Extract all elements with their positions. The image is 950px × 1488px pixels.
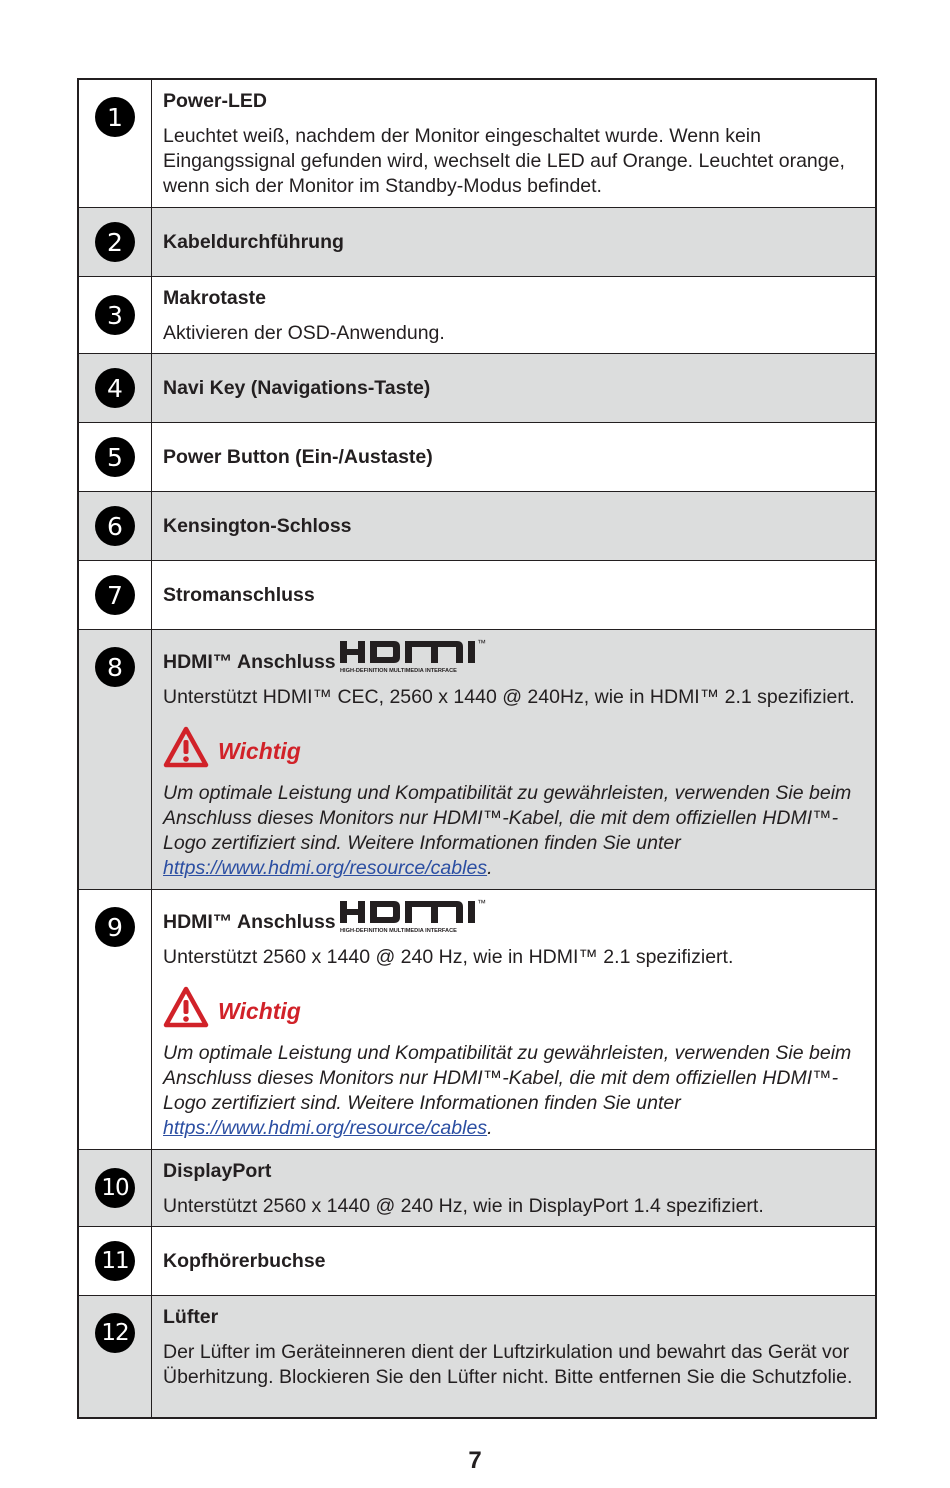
row-description: Leuchtet weiß, nachdem der Monitor eingeschaltet wurde. Wenn kein Eingangssignal gefunden wird, wechselt die LED auf Orange. Leuchtet orange, wenn sich der Monitor im Standby-Modus befindet. (163, 125, 845, 197)
row-content (152, 354, 875, 422)
row-title: HDMI™ Anschluss (163, 651, 336, 673)
row-number-badge: 1 (95, 97, 135, 137)
note-end: . (487, 857, 493, 879)
cables-link[interactable]: https://www.hdmi.org/resource/cables (163, 857, 488, 879)
row-description: Der Lüfter im Geräteinneren dient der Luftzirkulation und bewahrt das Gerät vor Überhitzung. Blockieren Sie den Lüfter nicht. Bitte entfernen Sie die Schutzfolie. (163, 1341, 853, 1388)
hdmi-logo (339, 638, 509, 683)
row-number-badge: 12 (95, 1313, 135, 1353)
number-cell (79, 492, 152, 560)
number-cell (79, 1150, 152, 1226)
number-cell (79, 630, 152, 889)
svg-text:™: ™ (476, 898, 486, 908)
warning-icon (163, 726, 209, 773)
warning-note (163, 1041, 863, 1141)
row-title: Power Button (Ein-/Austaste) (163, 445, 433, 468)
number-cell (79, 890, 152, 1149)
row-content (152, 1150, 875, 1226)
table-row (79, 207, 875, 276)
row-description: Aktivieren der OSD-Anwendung. (163, 322, 445, 344)
table-row (79, 560, 875, 629)
row-content (152, 423, 875, 491)
row-content (152, 561, 875, 629)
hdmi-title-line (163, 898, 863, 943)
table-row (79, 80, 875, 207)
svg-text:HIGH-DEFINITION MULTIMEDIA INT: HIGH-DEFINITION MULTIMEDIA INTERFACE (339, 668, 457, 674)
table-row (79, 491, 875, 560)
row-number-badge: 6 (95, 506, 135, 546)
warning-note (163, 781, 863, 881)
hdmi-title-line (163, 638, 863, 683)
table-row (79, 422, 875, 491)
row-title: Navi Key (Navigations-Taste) (163, 376, 431, 399)
page-number: 7 (468, 1447, 482, 1474)
row-number-badge: 10 (95, 1168, 135, 1208)
table-row (79, 889, 875, 1149)
number-cell (79, 561, 152, 629)
table-row (79, 353, 875, 422)
row-content (152, 630, 875, 889)
row-number-badge: 9 (95, 907, 135, 947)
row-description: Unterstützt HDMI™ CEC, 2560 x 1440 @ 240Hz, wie in HDMI™ 2.1 spezifiziert. (163, 686, 855, 708)
table-row (79, 1226, 875, 1295)
warning-heading (163, 726, 863, 773)
svg-text:HIGH-DEFINITION MULTIMEDIA INT: HIGH-DEFINITION MULTIMEDIA INTERFACE (339, 928, 457, 934)
number-cell (79, 208, 152, 276)
table-row (79, 1295, 875, 1417)
table-row (79, 629, 875, 889)
row-description: Unterstützt 2560 x 1440 @ 240 Hz, wie in HDMI™ 2.1 spezifiziert. (163, 946, 734, 968)
number-cell (79, 423, 152, 491)
row-number-badge: 4 (95, 368, 135, 408)
warning-label: Wichtig (218, 738, 301, 764)
note-end: . (487, 1117, 493, 1139)
number-cell (79, 1296, 152, 1417)
row-number-badge: 2 (95, 222, 135, 262)
row-title: HDMI™ Anschluss (163, 911, 336, 933)
number-cell (79, 80, 152, 207)
warning-label: Wichtig (218, 998, 301, 1024)
row-title: Power-LED (163, 90, 268, 112)
row-content (152, 492, 875, 560)
row-number-badge: 8 (95, 647, 135, 687)
row-content (152, 80, 875, 207)
row-description: Unterstützt 2560 x 1440 @ 240 Hz, wie in DisplayPort 1.4 spezifiziert. (163, 1195, 764, 1217)
row-title: Makrotaste (163, 287, 266, 309)
row-content (152, 1296, 875, 1417)
row-title: Kabeldurchführung (163, 230, 344, 253)
row-content (152, 890, 875, 1149)
number-cell (79, 1227, 152, 1295)
hdmi-logo (339, 898, 509, 943)
number-cell (79, 354, 152, 422)
row-number-badge: 3 (95, 295, 135, 335)
table-row (79, 1149, 875, 1226)
row-number-badge: 7 (95, 575, 135, 615)
note-text: Um optimale Leistung und Kompatibilität zu gewährleisten, verwenden Sie beim Anschluss dieses Monitors nur HDMI™-Kabel, die mit dem offiziellen HDMI™-Logo zertifiziert sind. Weitere Informationen finden Sie unter (163, 782, 852, 854)
table-row (79, 276, 875, 353)
svg-text:™: ™ (476, 638, 486, 648)
row-title: Kopfhörerbuchse (163, 1249, 326, 1272)
components-table (77, 78, 877, 1419)
row-content (152, 1227, 875, 1295)
row-number-badge: 11 (95, 1241, 135, 1281)
row-title: DisplayPort (163, 1160, 272, 1182)
row-title: Stromanschluss (163, 583, 315, 606)
number-cell (79, 277, 152, 353)
warning-heading (163, 986, 863, 1033)
row-number-badge: 5 (95, 437, 135, 477)
row-title: Lüfter (163, 1306, 219, 1328)
row-content (152, 208, 875, 276)
row-content (152, 277, 875, 353)
row-title: Kensington-Schloss (163, 514, 352, 537)
note-text: Um optimale Leistung und Kompatibilität zu gewährleisten, verwenden Sie beim Anschluss dieses Monitors nur HDMI™-Kabel, die mit dem offiziellen HDMI™-Logo zertifiziert sind. Weitere Informationen finden Sie unter (163, 1042, 852, 1114)
cables-link[interactable]: https://www.hdmi.org/resource/cables (163, 1117, 488, 1139)
warning-icon (163, 986, 209, 1033)
